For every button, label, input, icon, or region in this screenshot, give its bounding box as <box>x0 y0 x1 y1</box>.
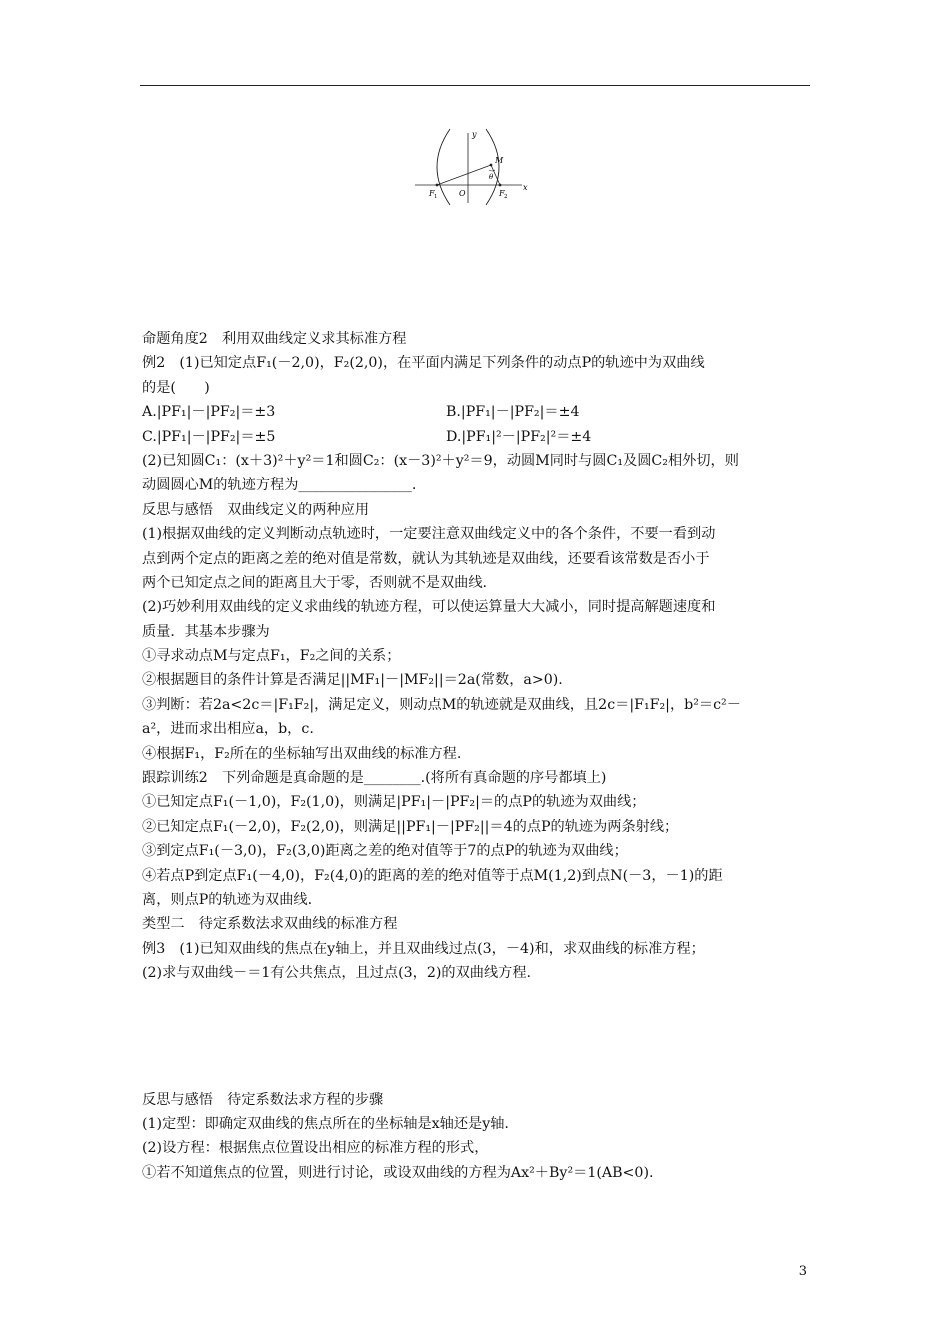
document-body <box>142 327 814 1185</box>
training-2-item-2: ②已知定点F₁(－2,0)，F₂(2,0)，则满足||PF₁|－|PF₂||＝4的点P的轨迹为两条射线； <box>142 818 679 835</box>
step-3-line-2: a²，进而求出相应a，b，c. <box>142 721 314 738</box>
step-4: ④根据F₁，F₂所在的坐标轴写出双曲线的标准方程. <box>142 745 462 762</box>
step-3-line-1: ③判断：若2a<2c＝|F₁F₂|，满足定义，则动点M的轨迹就是双曲线，且2c＝|F₁F₂|，b²＝c²－ <box>142 696 741 713</box>
option-c: C.|PF₁|－|PF₂|＝±5 <box>142 428 276 445</box>
method-step-2-sub-1: ①若不知道焦点的位置，则进行讨论，或设双曲线的方程为Ax²＋By²＝1(AB<0). <box>142 1164 654 1181</box>
training-2-item-1: ①已知定点F₁(－1,0)，F₂(1,0)，则满足|PF₁|－|PF₂|＝的点P的轨迹为双曲线； <box>142 794 646 811</box>
label-theta: θ <box>489 173 494 181</box>
reflection-1-line-3: 两个已知定点之间的距离且大于零，否则就不是双曲线. <box>142 574 488 591</box>
method-step-1: (1)定型：即确定双曲线的焦点所在的坐标轴是x轴还是y轴. <box>142 1115 509 1132</box>
header-rule <box>140 85 810 86</box>
hyperbola-figure <box>410 125 540 205</box>
option-b: B.|PF₁|－|PF₂|＝±4 <box>446 404 580 421</box>
segment-f1-m <box>437 165 491 185</box>
page-number: 3 <box>798 1264 807 1279</box>
point-f2 <box>499 184 502 187</box>
method-step-2: (2)设方程：根据焦点位置设出相应的标准方程的形式， <box>142 1140 489 1157</box>
training-2-heading: 跟踪训练2 下列命题是真命题的是________.(将所有真命题的序号都填上) <box>142 770 607 787</box>
training-2-item-4-line-2: 离，则点P的轨迹为双曲线. <box>142 891 313 908</box>
reflection-2-line-2: 质量．其基本步骤为 <box>142 623 270 640</box>
blank-space <box>142 986 814 1088</box>
label-y: y <box>472 130 477 139</box>
reflection-heading-2: 反思与感悟 待定系数法求方程的步骤 <box>142 1091 384 1108</box>
options-cd <box>142 425 814 449</box>
step-2: ②根据题目的条件计算是否满足||MF₁|－|MF₂||＝2a(常数，a>0). <box>142 672 563 689</box>
reflection-1-line-2: 点到两个定点的距离之差的绝对值是常数，就认为其轨迹是双曲线，还要看该常数是否小于 <box>142 550 710 567</box>
hyperbola-left-branch <box>437 129 450 205</box>
reflection-heading-1: 反思与感悟 双曲线定义的两种应用 <box>142 501 370 518</box>
label-f2: F <box>499 189 505 198</box>
label-x: x <box>523 183 528 192</box>
label-o: O <box>459 189 466 198</box>
hyperbola-right-branch <box>486 129 499 205</box>
label-f1: F <box>429 189 435 198</box>
training-2-item-4-line-1: ④若点P到定点F₁(－4,0)，F₂(4,0)的距离的差的绝对值等于点M(1,2)到点N(－3，－1)的距 <box>142 867 723 884</box>
point-f1 <box>436 184 439 187</box>
example-2-line-2: 的是( ) <box>142 379 210 396</box>
example-3-part-2: (2)求与双曲线－＝1有公共焦点，且过点(3，2)的双曲线方程. <box>142 965 532 982</box>
reflection-2-line-1: (2)巧妙利用双曲线的定义求曲线的轨迹方程，可以使运算量大大减小，同时提高解题速度和 <box>142 599 716 616</box>
step-1: ①寻求动点M与定点F₁，F₂之间的关系； <box>142 648 401 665</box>
options-ab <box>142 400 814 424</box>
type-2-heading: 类型二 待定系数法求双曲线的标准方程 <box>142 916 398 933</box>
angle-theta-arc <box>489 170 495 171</box>
reflection-1-line-1: (1)根据双曲线的定义判断动点轨迹时，一定要注意双曲线定义中的各个条件，不要一看到动 <box>142 526 716 543</box>
training-2-item-3: ③到定点F₁(－3,0)，F₂(3,0)距离之差的绝对值等于7的点P的轨迹为双曲线； <box>142 843 628 860</box>
heading-angle-2: 命题角度2 利用双曲线定义求其标准方程 <box>142 331 407 347</box>
example-2-line-1: 例2 (1)已知定点F₁(－2,0)，F₂(2,0)，在平面内满足下列条件的动点P的轨迹中为双曲线 <box>142 355 705 372</box>
example-2-part-2-line-2: 动圆圆心M的轨迹方程为________________. <box>142 477 417 494</box>
option-a: A.|PF₁|－|PF₂|＝±3 <box>142 404 276 421</box>
label-f2-sub: 2 <box>504 194 508 200</box>
example-3-part-1: 例3 (1)已知双曲线的焦点在y轴上，并且双曲线过点(3，－4)和，求双曲线的标准方程； <box>142 940 705 957</box>
example-2-part-2-line-1: (2)已知圆C₁：(x＋3)²＋y²＝1和圆C₂：(x－3)²＋y²＝9，动圆M同时与圆C₁及圆C₂相外切，则 <box>142 452 739 469</box>
point-m <box>490 164 493 167</box>
label-f1-sub: 1 <box>434 194 438 200</box>
label-m: M <box>495 156 504 165</box>
option-d: D.|PF₁|²－|PF₂|²＝±4 <box>446 428 592 445</box>
